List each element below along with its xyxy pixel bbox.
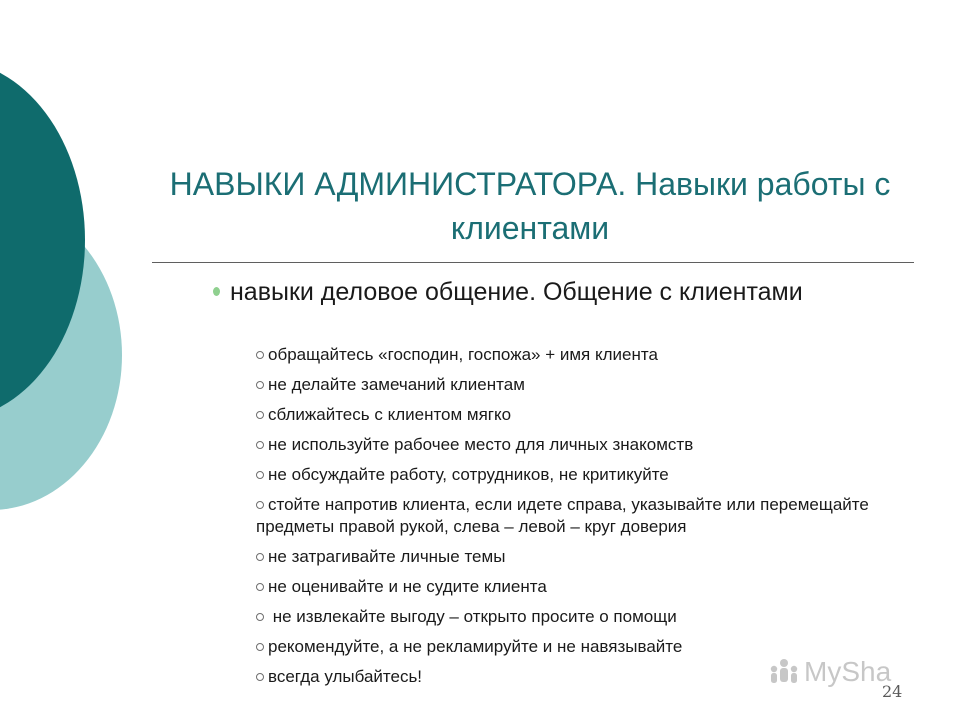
circle-bullet-icon xyxy=(256,501,264,509)
bullet-dot-icon xyxy=(213,287,220,296)
list-item: не оценивайте и не судите клиента xyxy=(256,576,916,598)
list-item: рекомендуйте, а не рекламируйте и не навязывайте xyxy=(256,636,916,658)
list-item: стойте напротив клиента, если идете справа, указывайте или перемещайте предметы правой рукой, слева – левой – круг доверия xyxy=(256,495,869,536)
sub-bullet-list xyxy=(256,344,916,696)
list-item: сближайтесь с клиентом мягко xyxy=(256,404,916,426)
main-bullet xyxy=(210,276,850,309)
slide-title: НАВЫКИ АДМИНИСТРАТОРА. Навыки работы с клиентами xyxy=(169,166,891,246)
watermark xyxy=(768,656,891,688)
title-divider xyxy=(152,262,914,263)
watermark-text: MySha xyxy=(804,656,892,687)
circle-bullet-icon xyxy=(256,673,264,681)
list-item: не делайте замечаний клиентам xyxy=(256,374,916,396)
list-item: всегда улыбайтесь! xyxy=(256,666,916,688)
list-item: не затрагивайте личные темы xyxy=(256,546,916,568)
circle-bullet-icon xyxy=(256,643,264,651)
list-item: не используйте рабочее место для личных знакомств xyxy=(256,434,916,456)
list-item: не извлекайте выгоду – открыто просите о помощи xyxy=(256,606,916,628)
circle-bullet-icon xyxy=(256,553,264,561)
circle-bullet-icon xyxy=(256,613,264,621)
circle-bullet-icon xyxy=(256,583,264,591)
list-item: не обсуждайте работу, сотрудников, не критикуйте xyxy=(256,464,916,486)
main-bullet-text: навыки деловое общение. Общение с клиентами xyxy=(230,278,803,306)
page-number: 24 xyxy=(882,682,903,701)
circle-bullet-icon xyxy=(256,471,264,479)
mysharing-logo-icon xyxy=(768,656,800,688)
list-item: обращайтесь «господин, госпожа» + имя клиента xyxy=(256,344,916,366)
circle-bullet-icon xyxy=(256,351,264,359)
circle-bullet-icon xyxy=(256,411,264,419)
circle-bullet-icon xyxy=(256,441,264,449)
circle-bullet-icon xyxy=(256,381,264,389)
